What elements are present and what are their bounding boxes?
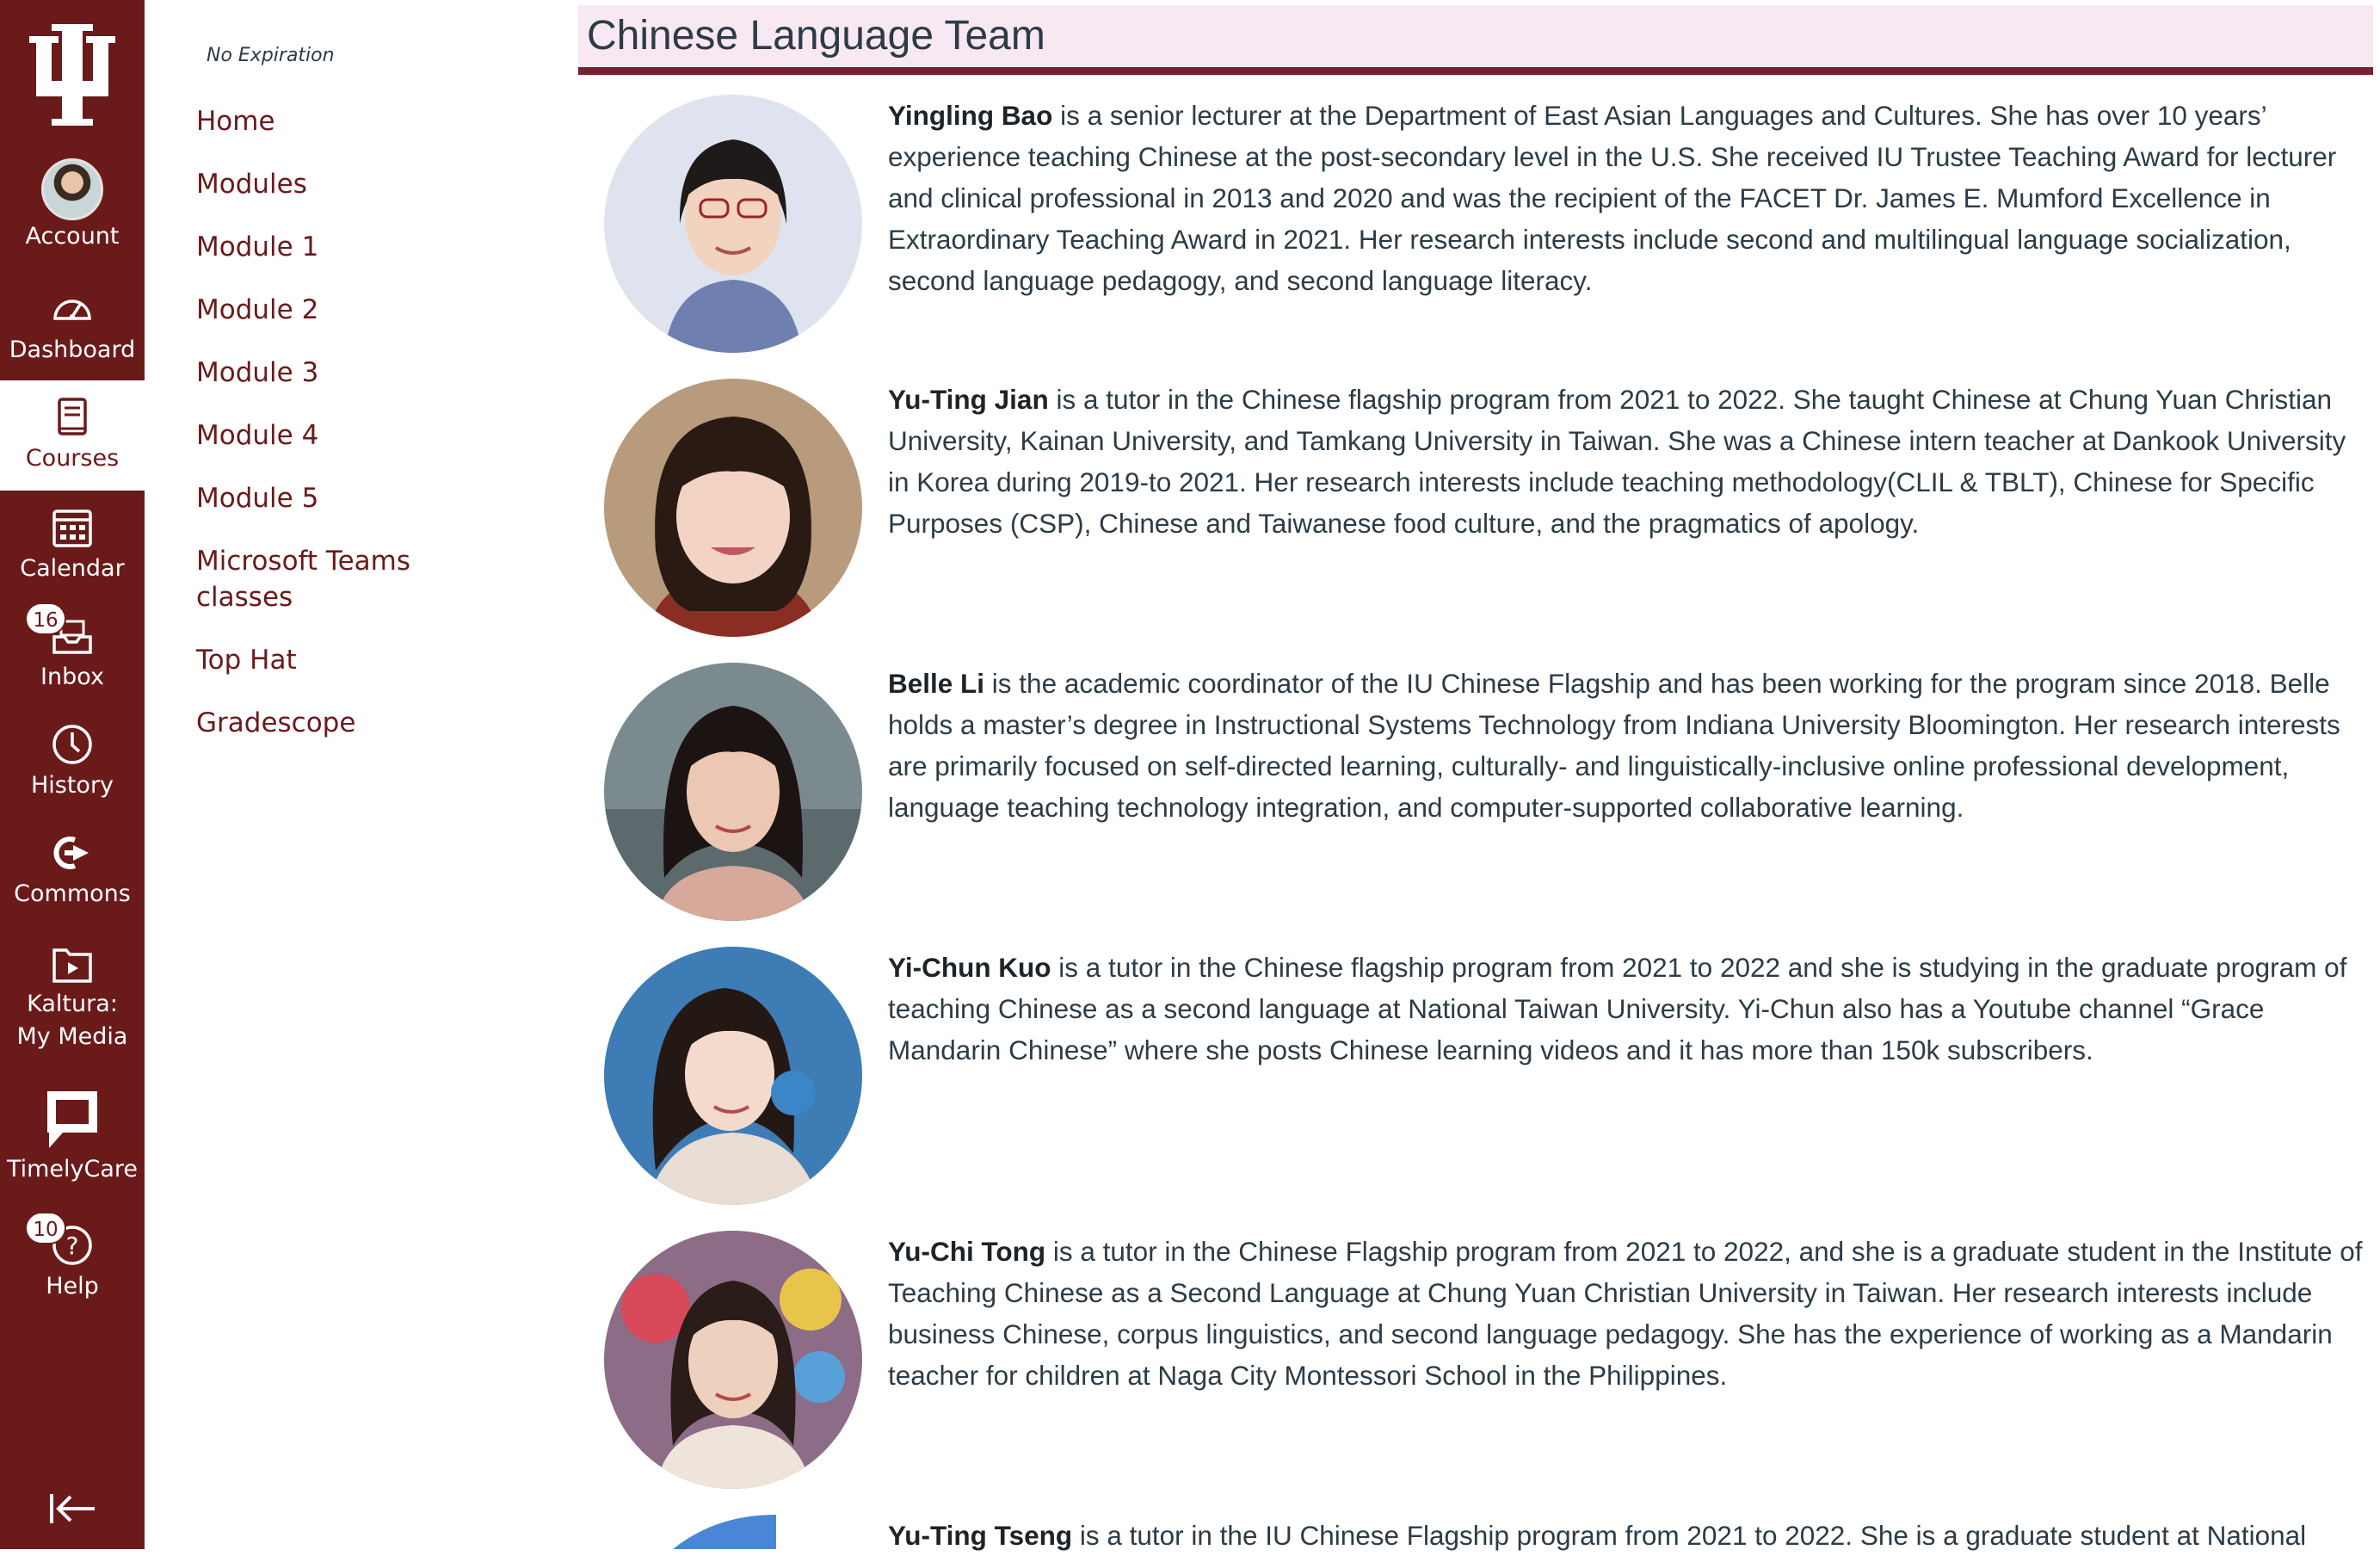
nav-commons-label: Commons [14,880,131,907]
member-name: Yu-Ting Tseng [888,1520,1073,1551]
account-avatar-icon [41,158,103,220]
expiration-label: No Expiration [207,45,335,66]
course-nav-module-4[interactable]: Module 4 [196,420,319,451]
page-title: Chinese Language Team [587,13,1045,59]
member-bio-text: is a tutor in the Chinese flagship program from 2021 to 2022. She taught Chinese at Chung Yuan Christian University, Kainan University, and Tamkang University in Taiwan. She was a Chinese intern teacher at Dankook University in Korea during 2019-to 2021. Her research interests include teaching methodology(CLIL & TBLT), Chinese for Specific Purposes (CSP), Chinese and Taiwanese food culture, and the pragmatics of apology. [888,384,2346,539]
iu-logo-icon[interactable] [29,24,115,126]
nav-kaltura[interactable] [0,938,145,1053]
course-nav-gradescope[interactable]: Gradescope [196,707,356,738]
course-nav [145,0,575,1549]
member-bio-text: is a tutor in the IU Chinese Flagship program from 2021 to 2022. She is a graduate student at National [1072,1520,2307,1551]
member-name: Yu-Ting Jian [888,384,1049,415]
course-nav-microsoft-teams[interactable]: Microsoft Teams classes [196,546,411,613]
member-photo [604,379,862,637]
member-bio [888,1515,2368,1556]
timelycare-icon [42,1088,102,1153]
member-name: Yu-Chi Tong [888,1236,1046,1267]
nav-help[interactable] [0,1220,145,1303]
nav-inbox[interactable] [0,611,145,694]
nav-dashboard[interactable] [0,284,145,367]
member-photo [604,1515,862,1549]
global-nav [0,0,145,1549]
nav-account[interactable] [0,158,145,253]
member-bio-text: is the academic coordinator of the IU Chinese Flagship and has been working for the program since 2018. Belle holds a master’s degree in Instructional Systems Technology from Indiana University Bloomington. Her research interests are primarily focused on self-directed learning, culturally- and linguistically-inclusive online professional development, language teaching technology integration, and computer-supported collaborative learning. [888,668,2340,823]
course-nav-module-1[interactable]: Module 1 [196,232,319,262]
collapse-nav-icon[interactable] [46,1487,98,1530]
member-bio [888,379,2368,544]
help-badge: 10 [25,1212,66,1244]
history-icon [47,719,97,769]
course-nav-module-5[interactable]: Module 5 [196,483,319,514]
svg-text:?: ? [65,1232,79,1260]
page-header [578,5,2373,75]
nav-kaltura-label: Kaltura: My Media [16,991,128,1050]
course-nav-home[interactable]: Home [196,106,275,137]
nav-courses-label: Courses [25,445,120,472]
nav-history-label: History [30,772,114,799]
member-photo [604,1231,862,1489]
calendar-icon [47,503,97,553]
courses-icon [47,392,97,442]
member-photo [604,947,862,1205]
member-bio [888,95,2368,301]
course-nav-list [196,103,454,768]
member-bio [888,1231,2368,1396]
member-photo [604,95,862,353]
main-content [578,0,2373,1549]
inbox-badge: 16 [25,602,66,635]
member-bio-text: is a senior lecturer at the Department of East Asian Languages and Cultures. She has over 10 years’ experience teaching Chinese at the post-secondary level in the U.S. She received IU Trustee Teaching Award for lecturer and clinical professional in 2013 and 2020 and was the recipient of the FACET Dr. James E. Mumford Excellence in Extraordinary Teaching Award in 2021. Her research interests include second and multilingual language socialization, second language pedagogy, and second language literacy. [888,100,2337,296]
member-bio [888,663,2368,828]
course-nav-top-hat[interactable]: Top Hat [196,645,297,676]
nav-commons[interactable] [0,828,145,911]
course-nav-modules[interactable]: Modules [196,169,307,200]
member-name: Belle Li [888,668,985,699]
dashboard-icon [47,284,97,334]
commons-icon [47,828,97,878]
member-bio [888,947,2368,1071]
nav-inbox-label: Inbox [40,664,104,690]
nav-timelycare-label: TimelyCare [6,1156,139,1182]
kaltura-icon [47,938,97,988]
member-bio-text: is a tutor in the Chinese flagship program from 2021 to 2022 and she is studying in the graduate program of teaching Chinese as a second language at National Taiwan University. Yi-Chun also has a Youtube channel “Grace Mandarin Chinese” where she posts Chinese learning videos and it has more than 150k subscribers. [888,952,2347,1065]
nav-courses[interactable] [0,380,145,491]
nav-dashboard-label: Dashboard [9,337,136,363]
help-icon [33,1219,97,1270]
nav-timelycare[interactable] [0,1088,145,1186]
member-name: Yi-Chun Kuo [888,952,1051,983]
nav-help-label: Help [46,1273,99,1300]
member-photo [604,663,862,921]
nav-calendar-label: Calendar [20,555,125,582]
nav-history[interactable] [0,719,145,802]
member-bio-text: is a tutor in the Chinese Flagship program from 2021 to 2022, and she is a graduate student in the Institute of Teaching Chinese as a Second Language at Chung Yuan Christian University in Taiwan. Her research interests include business Chinese, corpus linguistics, and second language pedagogy. She has the experience of working as a Mandarin teacher for children at Naga City Montessori School in the Philippines. [888,1236,2363,1391]
nav-account-label: Account [25,223,120,250]
nav-calendar[interactable] [0,503,145,585]
course-nav-module-2[interactable]: Module 2 [196,294,319,325]
inbox-icon [33,609,97,661]
member-name: Yingling Bao [888,100,1053,131]
course-nav-module-3[interactable]: Module 3 [196,357,319,388]
